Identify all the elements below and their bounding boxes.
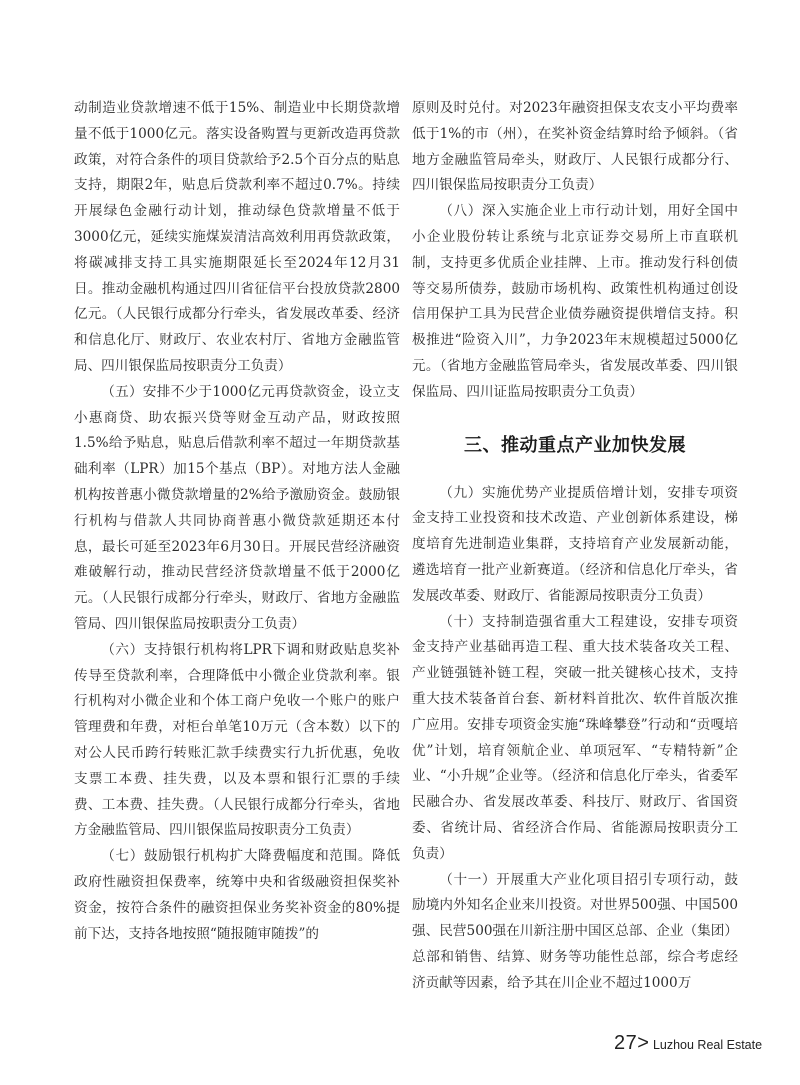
publication-name: Luzhou Real Estate — [652, 1038, 763, 1052]
paragraph-item-5: （五）安排不少于1000亿元再贷款资金，设立支小惠商贷、助农振兴贷等财金互动产品，财政按照1.5%给予贴息，贴息后借款利率不超过一年期贷款基础利率（LPR）加15个基点（BP）。对地方法人金融机构按普惠小微贷款增量的2%给予激励资金。鼓励银行机构与借款人共同协商普惠小微贷款延期还本付息，最长可延至2023年6月30日。开展民营经济融资难破解行动，推动民营经济贷款增量不低于2000亿元。（人民银行成都分行牵头，财政厅、省地方金融监管局、四川银保监局按职责分工负责） — [74, 383, 400, 632]
right-column — [412, 96, 738, 997]
paragraph-item-9: （九）实施优势产业提质倍增计划，安排专项资金支持工业投资和技术改造、产业创新体系建设，梯度培育先进制造业集群，支持培育产业发展新动能，遴选培育一批产业新赛道。（经济和信息化厅牵头，省发展改革委、财政厅、省能源局按职责分工负责） — [412, 484, 738, 604]
paragraph-continuation: 动制造业贷款增速不低于15%、制造业中长期贷款增量不低于1000亿元。落实设备购置与更新改造再贷款政策，对符合条件的项目贷款给予2.5个百分点的贴息支持，期限2年，贴息后贷款利率不超过0.7%。持续开展绿色金融行动计划，推动绿色贷款增量不低于3000亿元，延续实施煤炭清洁高效利用再贷款政策，将碳减排支持工具实施期限延长至2024年12月31日。推动金融机构通过四川省征信平台投放贷款2800亿元。（人民银行成都分行牵头，省发展改革委、经济和信息化厅、财政厅、农业农村厅、省地方金融监管局、四川银保监局按职责分工负责） — [74, 100, 400, 374]
paragraph-item-10: （十）支持制造强省重大工程建设，安排专项资金支持产业基础再造工程、重大技术装备攻关工程、产业链强链补链工程，突破一批关键核心技术，支持重大技术装备首台套、新材料首批次、软件首版次推广应用。安排专项资金实施“珠峰攀登”行动和“贡嘎培优”计划，培育领航企业、单项冠军、“专精特新”企业、“小升规”企业等。（经济和信息化厅牵头，省委军民融合办、省发展改革委、科技厅、财政厅、省国资委、省统计局、省经济合作局、省能源局按职责分工负责） — [412, 613, 738, 862]
left-column — [74, 96, 400, 947]
page-number: 27 — [614, 1032, 638, 1054]
page-footer — [614, 1032, 762, 1055]
paragraph-continuation-right: 原则及时兑付。对2023年融资担保支农支小平均费率低于1%的市（州），在奖补资金结算时给予倾斜。（省地方金融监管局牵头，财政厅、人民银行成都分行、四川银保监局按职责分工负责） — [412, 100, 738, 194]
paragraph-item-7: （七）鼓励银行机构扩大降费幅度和范围。降低政府性融资担保费率，统筹中央和省级融资担保奖补资金，按符合条件的融资担保业务奖补资金的80%提前下达，支持各地按照“随报随审随拨”的 — [74, 848, 400, 942]
paragraph-item-8: （八）深入实施企业上市行动计划，用好全国中小企业股份转让系统与北京证券交易所上市直联机制，支持更多优质企业挂牌、上市。推动发行科创债等交易所债券，鼓励市场机构、政策性机构通过创设信用保护工具为民营企业债券融资提供增信支持。积极推进“险资入川”，力争2023年末规模超过5000亿元。（省地方金融监管局牵头，省发展改革委、四川银保监局、四川证监局按职责分工负责） — [412, 203, 738, 400]
footer-chevron-mark: > — [637, 1032, 649, 1054]
paragraph-item-11: （十一）开展重大产业化项目招引专项行动，鼓励境内外知名企业来川投资。对世界500强、中国500强、民营500强在川新注册中国区总部、企业（集团）总部和销售、结算、财务等功能性总部，综合考虑经济贡献等因素，给予其在川企业不超过1000万 — [412, 871, 738, 991]
section-heading: 三、推动重点产业加快发展 — [464, 434, 686, 456]
paragraph-item-6: （六）支持银行机构将LPR下调和财政贴息奖补传导至贷款利率，合理降低中小微企业贷款利率。银行机构对小微企业和个体工商户免收一个账户的账户管理费和年费，对柜台单笔10万元（含本数）以下的对公人民币跨行转账汇款手续费实行九折优惠，免收支票工本费、挂失费，以及本票和银行汇票的手续费、工本费、挂失费。（人民银行成都分行牵头，省地方金融监管局、四川银保监局按职责分工负责） — [74, 641, 400, 839]
